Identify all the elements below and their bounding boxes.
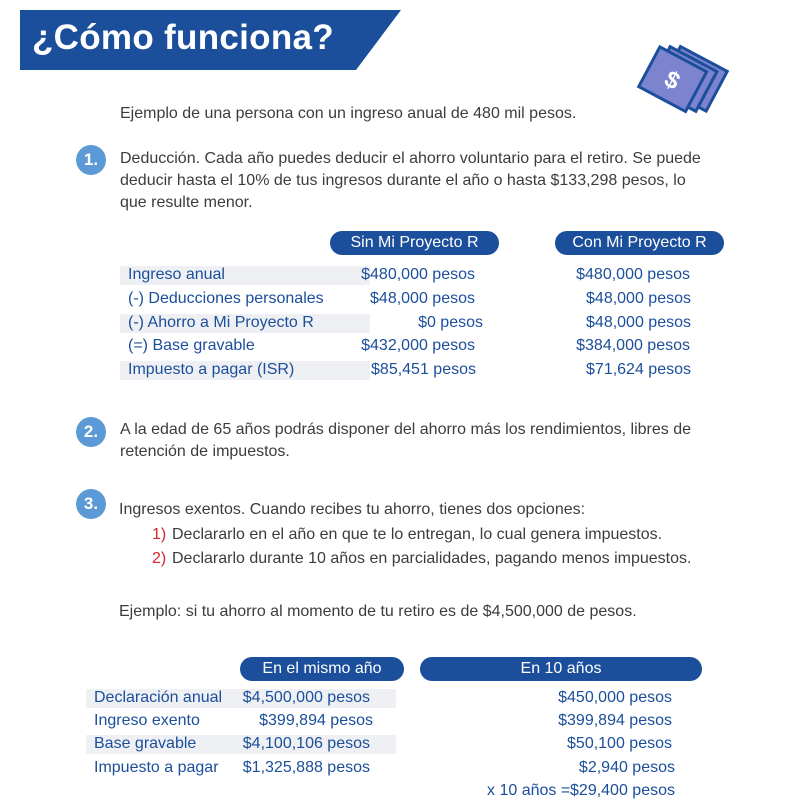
table1-con-value: $480,000 pesos: [576, 266, 690, 283]
table2-total-label: x 10 años =: [487, 782, 571, 799]
step-2-line-1: A la edad de 65 años podrás disponer del ahorro más los rendimientos, libres de: [120, 421, 692, 438]
table1-label: (-) Deducciones personales: [128, 290, 324, 307]
step-2-badge: 2.: [76, 417, 106, 447]
table1-con-value: $384,000 pesos: [576, 337, 690, 354]
table2-header-ten-years: En 10 años: [420, 657, 702, 681]
table1-header-sin: Sin Mi Proyecto R: [330, 231, 499, 255]
table2-same-value: $1,325,888 pesos: [242, 759, 370, 776]
title-banner: [20, 10, 401, 70]
intro-text: Ejemplo de una persona con un ingreso anual de 480 mil pesos.: [120, 105, 577, 122]
table2-label: Ingreso exento: [94, 712, 200, 729]
table1-sin-value: $48,000 pesos: [370, 290, 475, 307]
table1-header-con: Con Mi Proyecto R: [555, 231, 724, 255]
step-1-badge: 1.: [76, 145, 106, 175]
page-title: ¿Cómo funciona?: [32, 18, 334, 57]
table2-same-value: $4,100,106 pesos: [242, 735, 370, 752]
money-bills-icon: [636, 42, 736, 127]
option-1-number: 1): [152, 526, 167, 543]
table2-same-value: $4,500,000 pesos: [242, 689, 370, 706]
table1-sin-value: $480,000 pesos: [361, 266, 475, 283]
example-text: Ejemplo: si tu ahorro al momento de tu retiro es de $4,500,000 de pesos.: [119, 603, 637, 620]
table2-total-value: $29,400 pesos: [570, 782, 675, 799]
table1-sin-value: $432,000 pesos: [361, 337, 475, 354]
table2-ten-value: $50,100 pesos: [567, 735, 672, 752]
option-2-number: 2): [152, 550, 167, 567]
table2-ten-value: $2,940 pesos: [578, 759, 675, 776]
table2-label: Declaración anual: [94, 689, 223, 706]
table1-label: (=) Base gravable: [128, 337, 255, 354]
table1-label: (-) Ahorro a Mi Proyecto R: [128, 314, 314, 331]
option-2-text: Declararlo durante 10 años en parcialidades, pagando menos impuestos.: [172, 550, 692, 567]
table1-label: Ingreso anual: [128, 266, 225, 283]
table2-header-same-year: En el mismo año: [240, 657, 404, 681]
table2-label: Base gravable: [94, 735, 197, 752]
table2-ten-value: $399,894 pesos: [558, 712, 672, 729]
table2-ten-value: $450,000 pesos: [558, 689, 672, 706]
step-1-line-1: Deducción. Cada año puedes deducir el ahorro voluntario para el retiro. Se puede: [120, 150, 701, 167]
table1-sin-value: $85,451 pesos: [371, 361, 476, 378]
table1-con-value: $48,000 pesos: [586, 314, 691, 331]
table1-label: Impuesto a pagar (ISR): [128, 361, 295, 378]
step-3-badge: 3.: [76, 489, 106, 519]
table1-con-value: $48,000 pesos: [586, 290, 691, 307]
table1-con-value: $71,624 pesos: [586, 361, 691, 378]
step-2-line-2: retención de impuestos.: [120, 443, 290, 460]
table2-same-value: $399,894 pesos: [259, 712, 373, 729]
step-1-line-3: que resulte menor.: [120, 194, 253, 211]
svg-text:$: $: [659, 65, 685, 96]
option-1-text: Declararlo en el año en que te lo entregan, lo cual genera impuestos.: [172, 526, 663, 543]
table2-label: Impuesto a pagar: [94, 759, 219, 776]
table1-sin-value: $0 pesos: [418, 314, 483, 331]
step-1-line-2: deducir hasta el 10% de tus ingresos durante el año o hasta $133,298 pesos, lo: [120, 172, 686, 189]
step-3-line-1: Ingresos exentos. Cuando recibes tu ahorro, tienes dos opciones:: [119, 501, 586, 518]
